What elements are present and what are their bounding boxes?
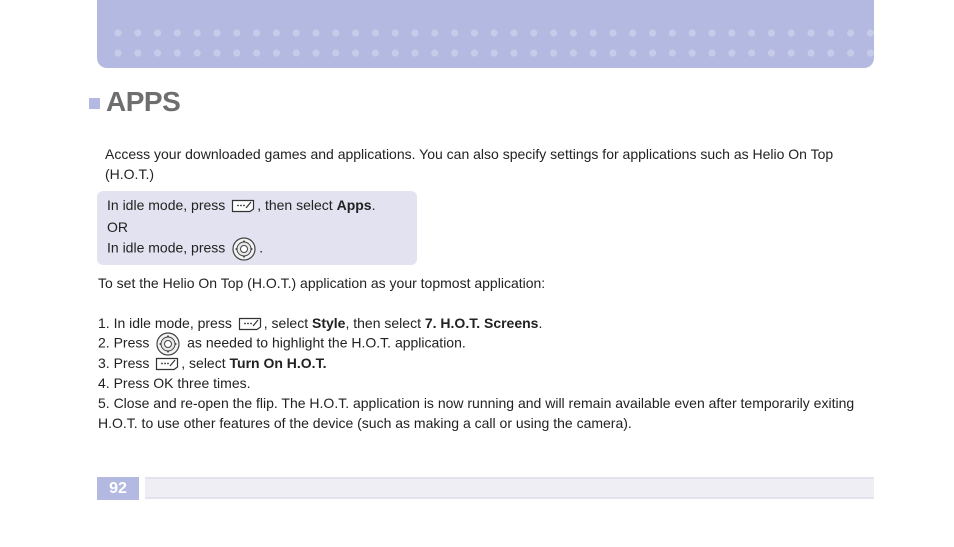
footer-rule-lines xyxy=(145,477,874,500)
square-bullet-icon xyxy=(89,98,100,109)
section-heading xyxy=(89,84,180,120)
banner-dot xyxy=(293,29,300,36)
callout-line-3 xyxy=(107,237,263,261)
menu-key-icon xyxy=(231,199,255,213)
banner-dot xyxy=(312,29,319,36)
step-text: as needed to highlight the H.O.T. application. xyxy=(183,334,466,351)
banner-dot xyxy=(649,29,656,36)
callout-or: OR xyxy=(107,219,128,235)
banner-dot xyxy=(689,29,696,36)
banner-dot xyxy=(194,29,201,36)
banner-dot xyxy=(273,49,280,56)
step-2 xyxy=(98,332,466,356)
banner-dot xyxy=(253,49,260,56)
banner-dot xyxy=(550,49,557,56)
step-text: 3. Press xyxy=(98,355,150,371)
banner-dot xyxy=(669,49,676,56)
banner-dot xyxy=(748,49,755,56)
banner-dot xyxy=(510,29,517,36)
banner-dot xyxy=(332,29,339,36)
banner-dot xyxy=(570,49,577,56)
callout-text: In idle mode, press xyxy=(107,197,226,213)
menu-key-icon xyxy=(238,317,262,331)
banner-dot xyxy=(689,49,696,56)
page-footer xyxy=(97,477,874,500)
banner-dot xyxy=(788,29,795,36)
banner-dot xyxy=(233,29,240,36)
step-5-line-2: H.O.T. to use other features of the device (such as making a call or using the camera). xyxy=(98,415,632,431)
banner-dot xyxy=(570,29,577,36)
banner-dot xyxy=(154,29,161,36)
callout-text: . xyxy=(371,197,376,213)
banner-dot xyxy=(174,49,181,56)
banner-dot xyxy=(510,49,517,56)
banner-dot xyxy=(134,49,141,56)
dot-pattern xyxy=(97,0,874,68)
setup-intro: To set the Helio On Top (H.O.T.) application as your topmost application: xyxy=(98,275,546,291)
banner-dot xyxy=(491,49,498,56)
step-text: 1. In idle mode, press xyxy=(98,315,232,331)
banner-dot xyxy=(431,29,438,36)
banner-dot xyxy=(649,49,656,56)
banner-dot xyxy=(233,49,240,56)
banner-dot xyxy=(550,29,557,36)
navigation-key-icon xyxy=(156,332,180,356)
intro-paragraph xyxy=(105,144,865,184)
banner-dot xyxy=(411,29,418,36)
callout-text: , then select xyxy=(257,197,337,213)
header-banner xyxy=(97,0,874,68)
banner-dot xyxy=(352,49,359,56)
step-text: . xyxy=(538,315,543,331)
banner-dot xyxy=(411,49,418,56)
banner-dot xyxy=(194,49,201,56)
banner-dot xyxy=(392,29,399,36)
banner-dot xyxy=(827,29,834,36)
banner-dot xyxy=(728,49,735,56)
banner-dot xyxy=(392,49,399,56)
banner-dot xyxy=(253,29,260,36)
banner-dot xyxy=(154,49,161,56)
banner-dot xyxy=(867,29,874,36)
banner-dot xyxy=(372,29,379,36)
banner-dot xyxy=(451,49,458,56)
banner-dot xyxy=(669,29,676,36)
banner-dot xyxy=(213,29,220,36)
banner-dot xyxy=(174,29,181,36)
banner-dot xyxy=(530,29,537,36)
banner-dot xyxy=(471,29,478,36)
banner-dot xyxy=(708,29,715,36)
instruction-callout xyxy=(97,191,417,265)
banner-dot xyxy=(471,49,478,56)
banner-dot xyxy=(134,29,141,36)
step-text: , select xyxy=(181,355,230,371)
page-title: APPS xyxy=(106,86,181,117)
navigation-key-icon xyxy=(232,237,256,261)
banner-dot xyxy=(431,49,438,56)
banner-dot xyxy=(590,49,597,56)
menu-key-icon xyxy=(155,357,179,371)
banner-dot xyxy=(728,29,735,36)
step-text: 2. Press xyxy=(98,334,150,351)
page-number: 92 xyxy=(97,477,139,500)
banner-dot xyxy=(530,49,537,56)
banner-dot xyxy=(213,49,220,56)
banner-dot xyxy=(451,29,458,36)
banner-dot xyxy=(293,49,300,56)
turn-on-hot-label: Turn On H.O.T. xyxy=(229,355,327,371)
apps-label: Apps xyxy=(336,197,372,213)
callout-line-1 xyxy=(107,197,375,213)
style-label: Style xyxy=(312,315,346,331)
banner-dot xyxy=(807,49,814,56)
step-3 xyxy=(98,355,326,371)
step-5-line-1: 5. Close and re-open the flip. The H.O.T. application is now running and will remain available even after temporarily exiting xyxy=(98,395,855,411)
banner-dot xyxy=(273,29,280,36)
banner-dot xyxy=(114,49,121,56)
banner-dot xyxy=(352,29,359,36)
banner-dot xyxy=(847,49,854,56)
banner-dot xyxy=(609,49,616,56)
banner-dot xyxy=(708,49,715,56)
step-1 xyxy=(98,315,542,331)
callout-text: . xyxy=(259,239,264,256)
banner-dot xyxy=(827,49,834,56)
banner-dot xyxy=(312,49,319,56)
banner-dot xyxy=(867,49,874,56)
banner-dot xyxy=(847,29,854,36)
step-4: 4. Press OK three times. xyxy=(98,375,251,391)
banner-dot xyxy=(807,29,814,36)
banner-dot xyxy=(332,49,339,56)
banner-dot xyxy=(609,29,616,36)
step-text: , then select xyxy=(345,315,425,331)
intro-line-1: Access your downloaded games and applications. You can also specify settings for applications such as Helio On Top xyxy=(105,146,834,162)
banner-dot xyxy=(629,49,636,56)
callout-text: In idle mode, press xyxy=(107,239,226,256)
banner-dot xyxy=(748,29,755,36)
hot-screens-label: 7. H.O.T. Screens xyxy=(424,315,539,331)
banner-dot xyxy=(372,49,379,56)
step-text: , select xyxy=(263,315,312,331)
banner-dot xyxy=(590,29,597,36)
intro-line-2: (H.O.T.) xyxy=(105,166,154,182)
banner-dot xyxy=(768,29,775,36)
banner-dot xyxy=(768,49,775,56)
banner-dot xyxy=(629,29,636,36)
banner-dot xyxy=(491,29,498,36)
banner-dot xyxy=(788,49,795,56)
banner-dot xyxy=(114,29,121,36)
